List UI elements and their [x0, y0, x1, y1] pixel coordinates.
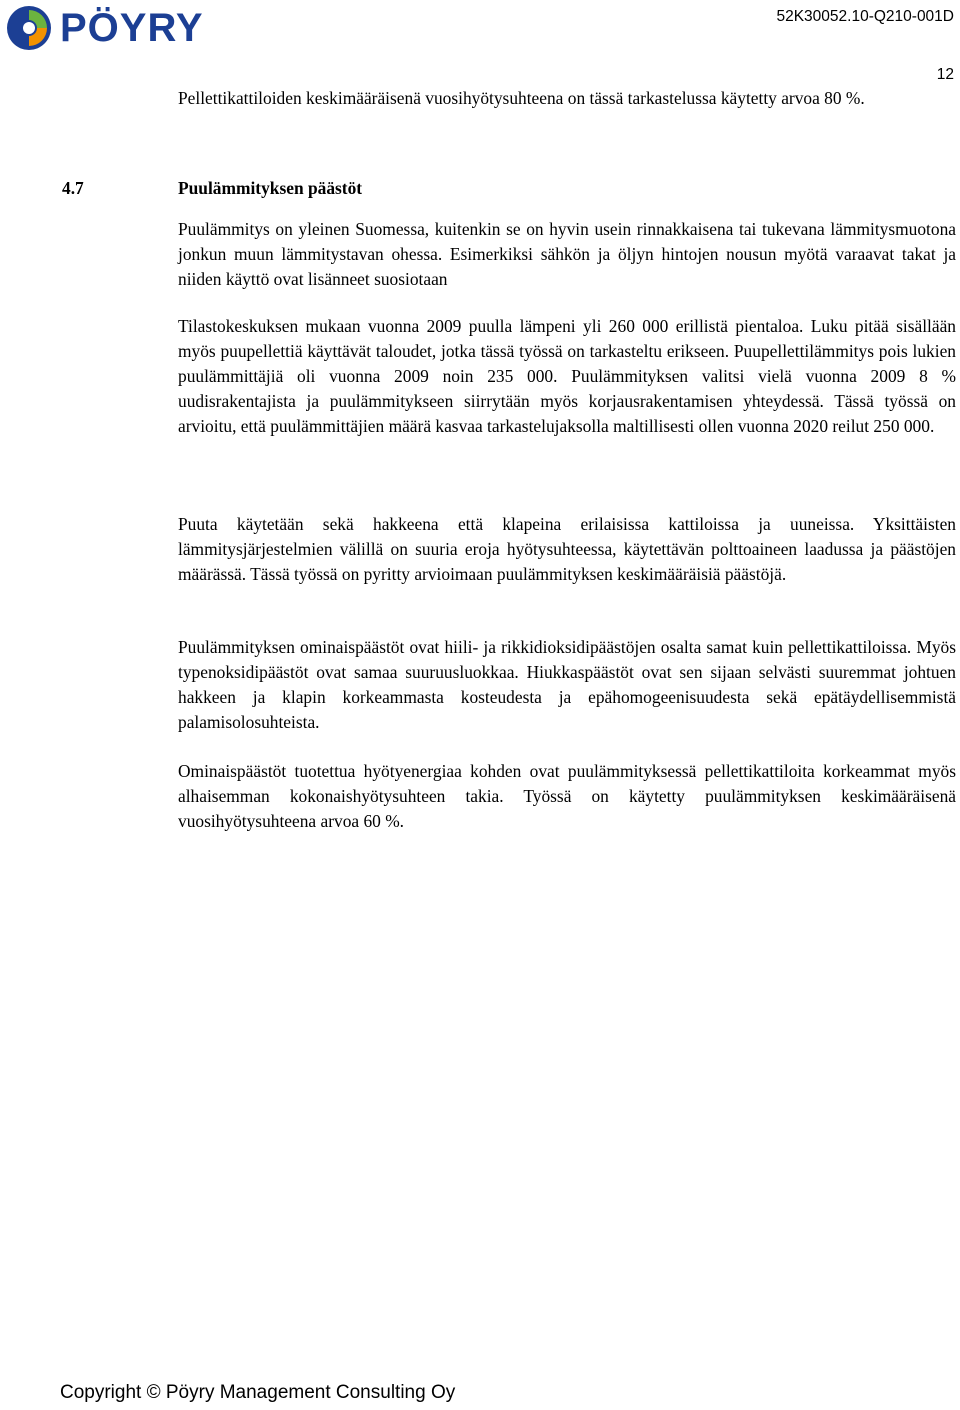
copyright-footer: Copyright © Pöyry Management Consulting Oy [60, 1382, 456, 1403]
document-id: 52K30052.10-Q210-001D [776, 8, 954, 25]
poyry-logo-icon [4, 4, 54, 52]
paragraph-1: Puulämmitys on yleinen Suomessa, kuitenkin se on hyvin usein rinnakkaisena tai tukevana lämmitysmuotona jonkun muun lämmitystavan ohessa. Esimerkiksi sähkön ja öljyn hintojen nousun myötä varaavat takat ja niiden käyttö ovat lisänneet suosiotaan [178, 219, 956, 289]
intro-block [178, 86, 956, 111]
body-p2 [178, 314, 956, 439]
body-p3 [178, 512, 956, 587]
section-heading [62, 178, 362, 199]
page-number: 12 [936, 66, 954, 83]
body-p5 [178, 759, 956, 834]
section-number: 4.7 [62, 178, 84, 198]
paragraph-3: Puuta käytetään sekä hakkeena että klapeina erilaisissa kattiloissa ja uuneissa. Yksittäisten lämmitysjärjestelmien välillä on suuria eroja hyötysuhteessa, käytettävän polttoaineen laadussa ja päästöjen määrässä. Tässä työssä on pyritty arvioimaan puulämmityksen keskimääräisiä päästöjä. [178, 514, 956, 584]
paragraph-2: Tilastokeskuksen mukaan vuonna 2009 puulla lämpeni yli 260 000 erillistä pientaloa. Luku pitää sisällään myös puupellettiä käyttävät taloudet, jotka tässä työssä on tarkasteltu erikseen. Puupellettilämmitys pois lukien puulämmittäjiä oli vuonna 2009 noin 235 000. Puulämmityksen valitsi vielä vuonna 2009 8 % uudisrakentajista ja puulämmitykseen siirrytään myös korjausrakentamisen yhteydessä. Tässä työssä on arvioitu, että puulämmittäjien määrä kasvaa tarkastelujaksolla maltillisesti ollen vuonna 2020 reilut 250 000. [178, 316, 956, 436]
poyry-logo [4, 4, 204, 52]
logo-text: PÖYRY [60, 6, 204, 50]
body-p1 [178, 217, 956, 292]
paragraph-5: Ominaispäästöt tuotettua hyötyenergiaa kohden ovat puulämmityksessä pellettikattiloita korkeammat myös alhaisemman kokonaishyötysuhteen takia. Työssä on käytetty puulämmityksen keskimääräisenä vuosihyötysuhteena arvoa 60 %. [178, 761, 956, 831]
section-title: Puulämmityksen päästöt [178, 178, 363, 198]
paragraph-4: Puulämmityksen ominaispäästöt ovat hiili- ja rikkidioksidipäästöjen osalta samat kuin pellettikattiloissa. Myös typenoksidipäästöt ovat samaa suuruusluokkaa. Hiukkaspäästöt ovat sen sijaan selvästi suuremmat johtuen hakkeen ja klapin korkeammasta kosteudesta ja epähomogeenisuudesta sekä epätäydellisemmistä palamisolosuhteista. [178, 637, 956, 732]
body-p4 [178, 635, 956, 735]
intro-paragraph: Pellettikattiloiden keskimääräisenä vuosihyötysuhteena on tässä tarkastelussa käytetty arvoa 80 %. [178, 88, 865, 108]
